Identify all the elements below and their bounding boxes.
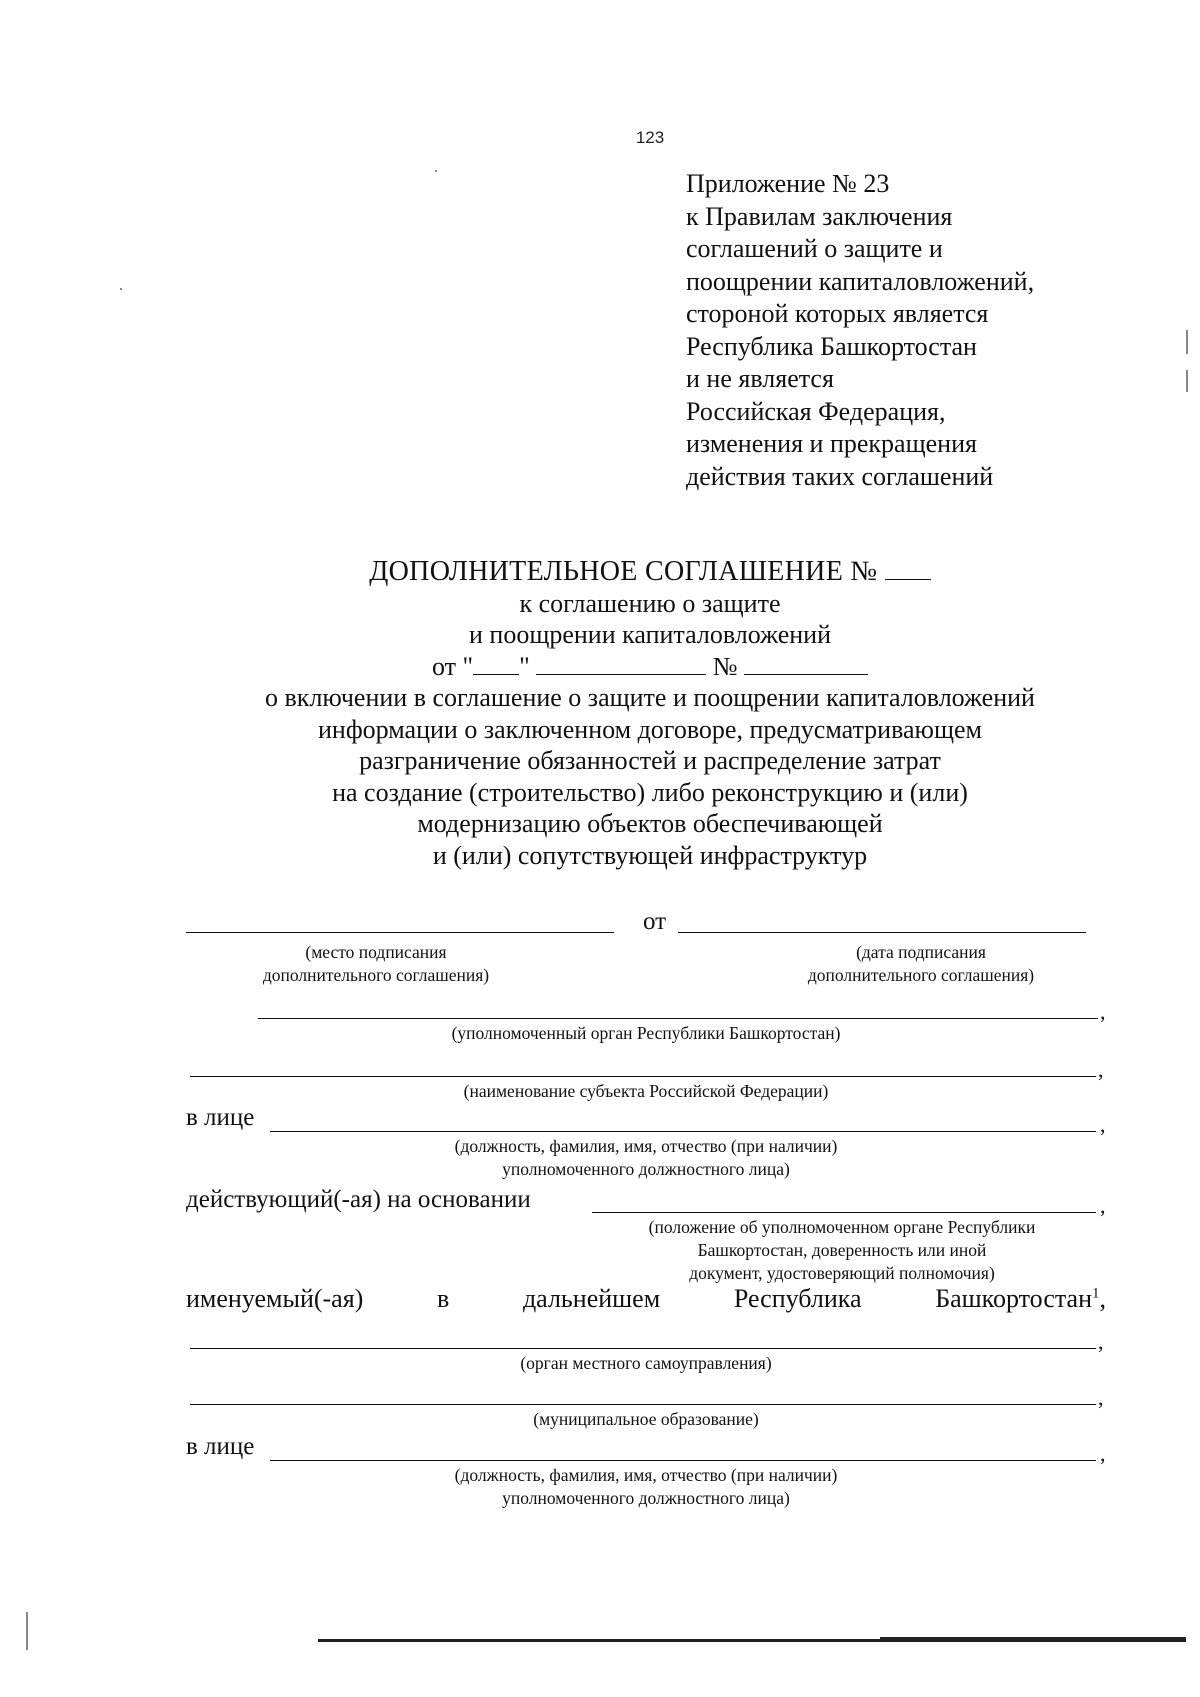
quote-close: " — [519, 651, 530, 681]
appendix-line: Российская Федерация, — [686, 396, 946, 426]
caption-line: Башкортостан, доверенность или иной — [697, 1240, 987, 1260]
appendix-line: действия таких соглашений — [686, 461, 994, 491]
agreement-number-blank — [885, 557, 931, 580]
title-description: модернизацию объектов обеспечивающей — [417, 809, 883, 838]
month-year-blank — [536, 652, 706, 675]
basis-caption — [592, 1216, 1092, 1285]
appendix-line: к Правилам заключения — [686, 201, 953, 231]
day-blank — [473, 652, 519, 675]
subject-line — [190, 1076, 1096, 1077]
local-gov-caption: (орган местного самоуправления) — [520, 1353, 772, 1373]
quote-open: " — [462, 651, 474, 681]
appendix-line: Республика Башкортостан — [686, 331, 977, 361]
signing-date-line — [678, 932, 1086, 933]
official-caption — [186, 1464, 1106, 1510]
footnote-mark: 1 — [1092, 1285, 1100, 1302]
authorized-body-line — [258, 1018, 1098, 1019]
title-description: информации о заключенном договоре, предусматривающем — [317, 714, 982, 744]
agreement-date-line — [0, 651, 1200, 683]
caption-line: документ, удостоверяющий полномочия) — [689, 1263, 995, 1283]
date-caption — [726, 941, 1116, 987]
title-description: на создание (строительство) либо реконструкцию и (или) — [332, 777, 968, 807]
title-description: разграничение обязанностей и распределение затрат — [359, 746, 941, 775]
represented-by-label: в лице — [186, 1104, 255, 1131]
named-word: Республика — [733, 1284, 862, 1313]
title-line: к соглашению о защите — [519, 588, 781, 618]
document-title — [0, 556, 1200, 588]
scan-speck — [1186, 330, 1188, 354]
caption-line: (должность, фамилия, имя, отчество (при наличии) — [454, 1136, 838, 1156]
document-title-text: ДОПОЛНИТЕЛЬНОЕ СОГЛАШЕНИЕ № — [369, 556, 878, 587]
appendix-line: изменения и прекращения — [686, 429, 977, 458]
named-word: в — [437, 1284, 450, 1313]
scan-speck — [1186, 370, 1188, 392]
named-row — [186, 1284, 1106, 1314]
appendix-line: стороной которых является — [686, 299, 989, 328]
named-word-last — [935, 1284, 1106, 1314]
caption-line: дополнительного соглашения) — [807, 965, 1035, 985]
signing-from-label: от — [643, 908, 667, 935]
subject-caption: (наименование субъекта Российской Федерации) — [463, 1081, 829, 1101]
appendix-line: Приложение № 23 — [686, 169, 890, 198]
caption-line: (положение об уполномоченном органе Республики — [648, 1217, 1036, 1237]
local-gov-line — [190, 1348, 1096, 1349]
comma: , — [1100, 1112, 1106, 1137]
acting-basis-label: действующий(-ая) на основании — [186, 1186, 531, 1213]
authorized-body-caption: (уполномоченный орган Республики Башкортостан) — [451, 1023, 841, 1043]
number-sign: № — [712, 651, 738, 681]
scan-speck — [26, 1612, 28, 1650]
place-caption — [186, 941, 566, 987]
caption-line: (место подписания — [305, 942, 447, 962]
basis-line — [592, 1212, 1096, 1213]
named-word: именуемый(-ая) — [186, 1284, 364, 1313]
official-caption — [186, 1135, 1106, 1181]
bottom-rule-thick — [880, 1637, 1186, 1642]
municipality-caption: (муниципальное образование) — [533, 1409, 759, 1429]
comma: , — [1098, 1057, 1104, 1082]
comma: , — [1100, 1441, 1106, 1466]
official-name-line — [270, 1460, 1096, 1461]
comma: , — [1100, 1193, 1106, 1218]
agreement-number-field — [744, 652, 868, 675]
scan-speck — [120, 288, 122, 290]
title-description: и (или) сопутствующей инфраструктур — [432, 840, 868, 870]
caption-line: (должность, фамилия, имя, отчество (при наличии) — [454, 1465, 838, 1485]
page-number: 123 — [635, 128, 665, 147]
named-word: дальнейшем — [522, 1284, 661, 1313]
signing-place-line — [186, 932, 614, 933]
appendix-line: и не является — [686, 364, 834, 393]
comma: , — [1098, 1385, 1104, 1410]
comma: , — [1099, 1284, 1106, 1313]
official-name-line — [270, 1131, 1096, 1132]
caption-line: дополнительного соглашения) — [262, 965, 490, 985]
scan-speck — [435, 170, 437, 172]
title-line: и поощрении капиталовложений — [469, 620, 831, 649]
appendix-line: соглашений о защите и — [686, 234, 943, 263]
represented-by-label: в лице — [186, 1433, 255, 1460]
from-label: от — [431, 651, 456, 681]
comma: , — [1098, 1329, 1104, 1354]
caption-line: уполномоченного должностного лица) — [502, 1488, 790, 1508]
title-description: о включении в соглашение о защите и поощрении капиталовложений — [265, 683, 1035, 712]
title-block — [0, 556, 1200, 871]
named-word: Башкортостан — [935, 1284, 1092, 1313]
caption-line: (дата подписания — [856, 942, 986, 962]
caption-line: уполномоченного должностного лица) — [502, 1159, 790, 1179]
comma: , — [1100, 999, 1106, 1024]
appendix-line: поощрении капиталовложений, — [686, 266, 1035, 296]
municipality-line — [190, 1404, 1096, 1405]
appendix-block — [686, 168, 1034, 493]
